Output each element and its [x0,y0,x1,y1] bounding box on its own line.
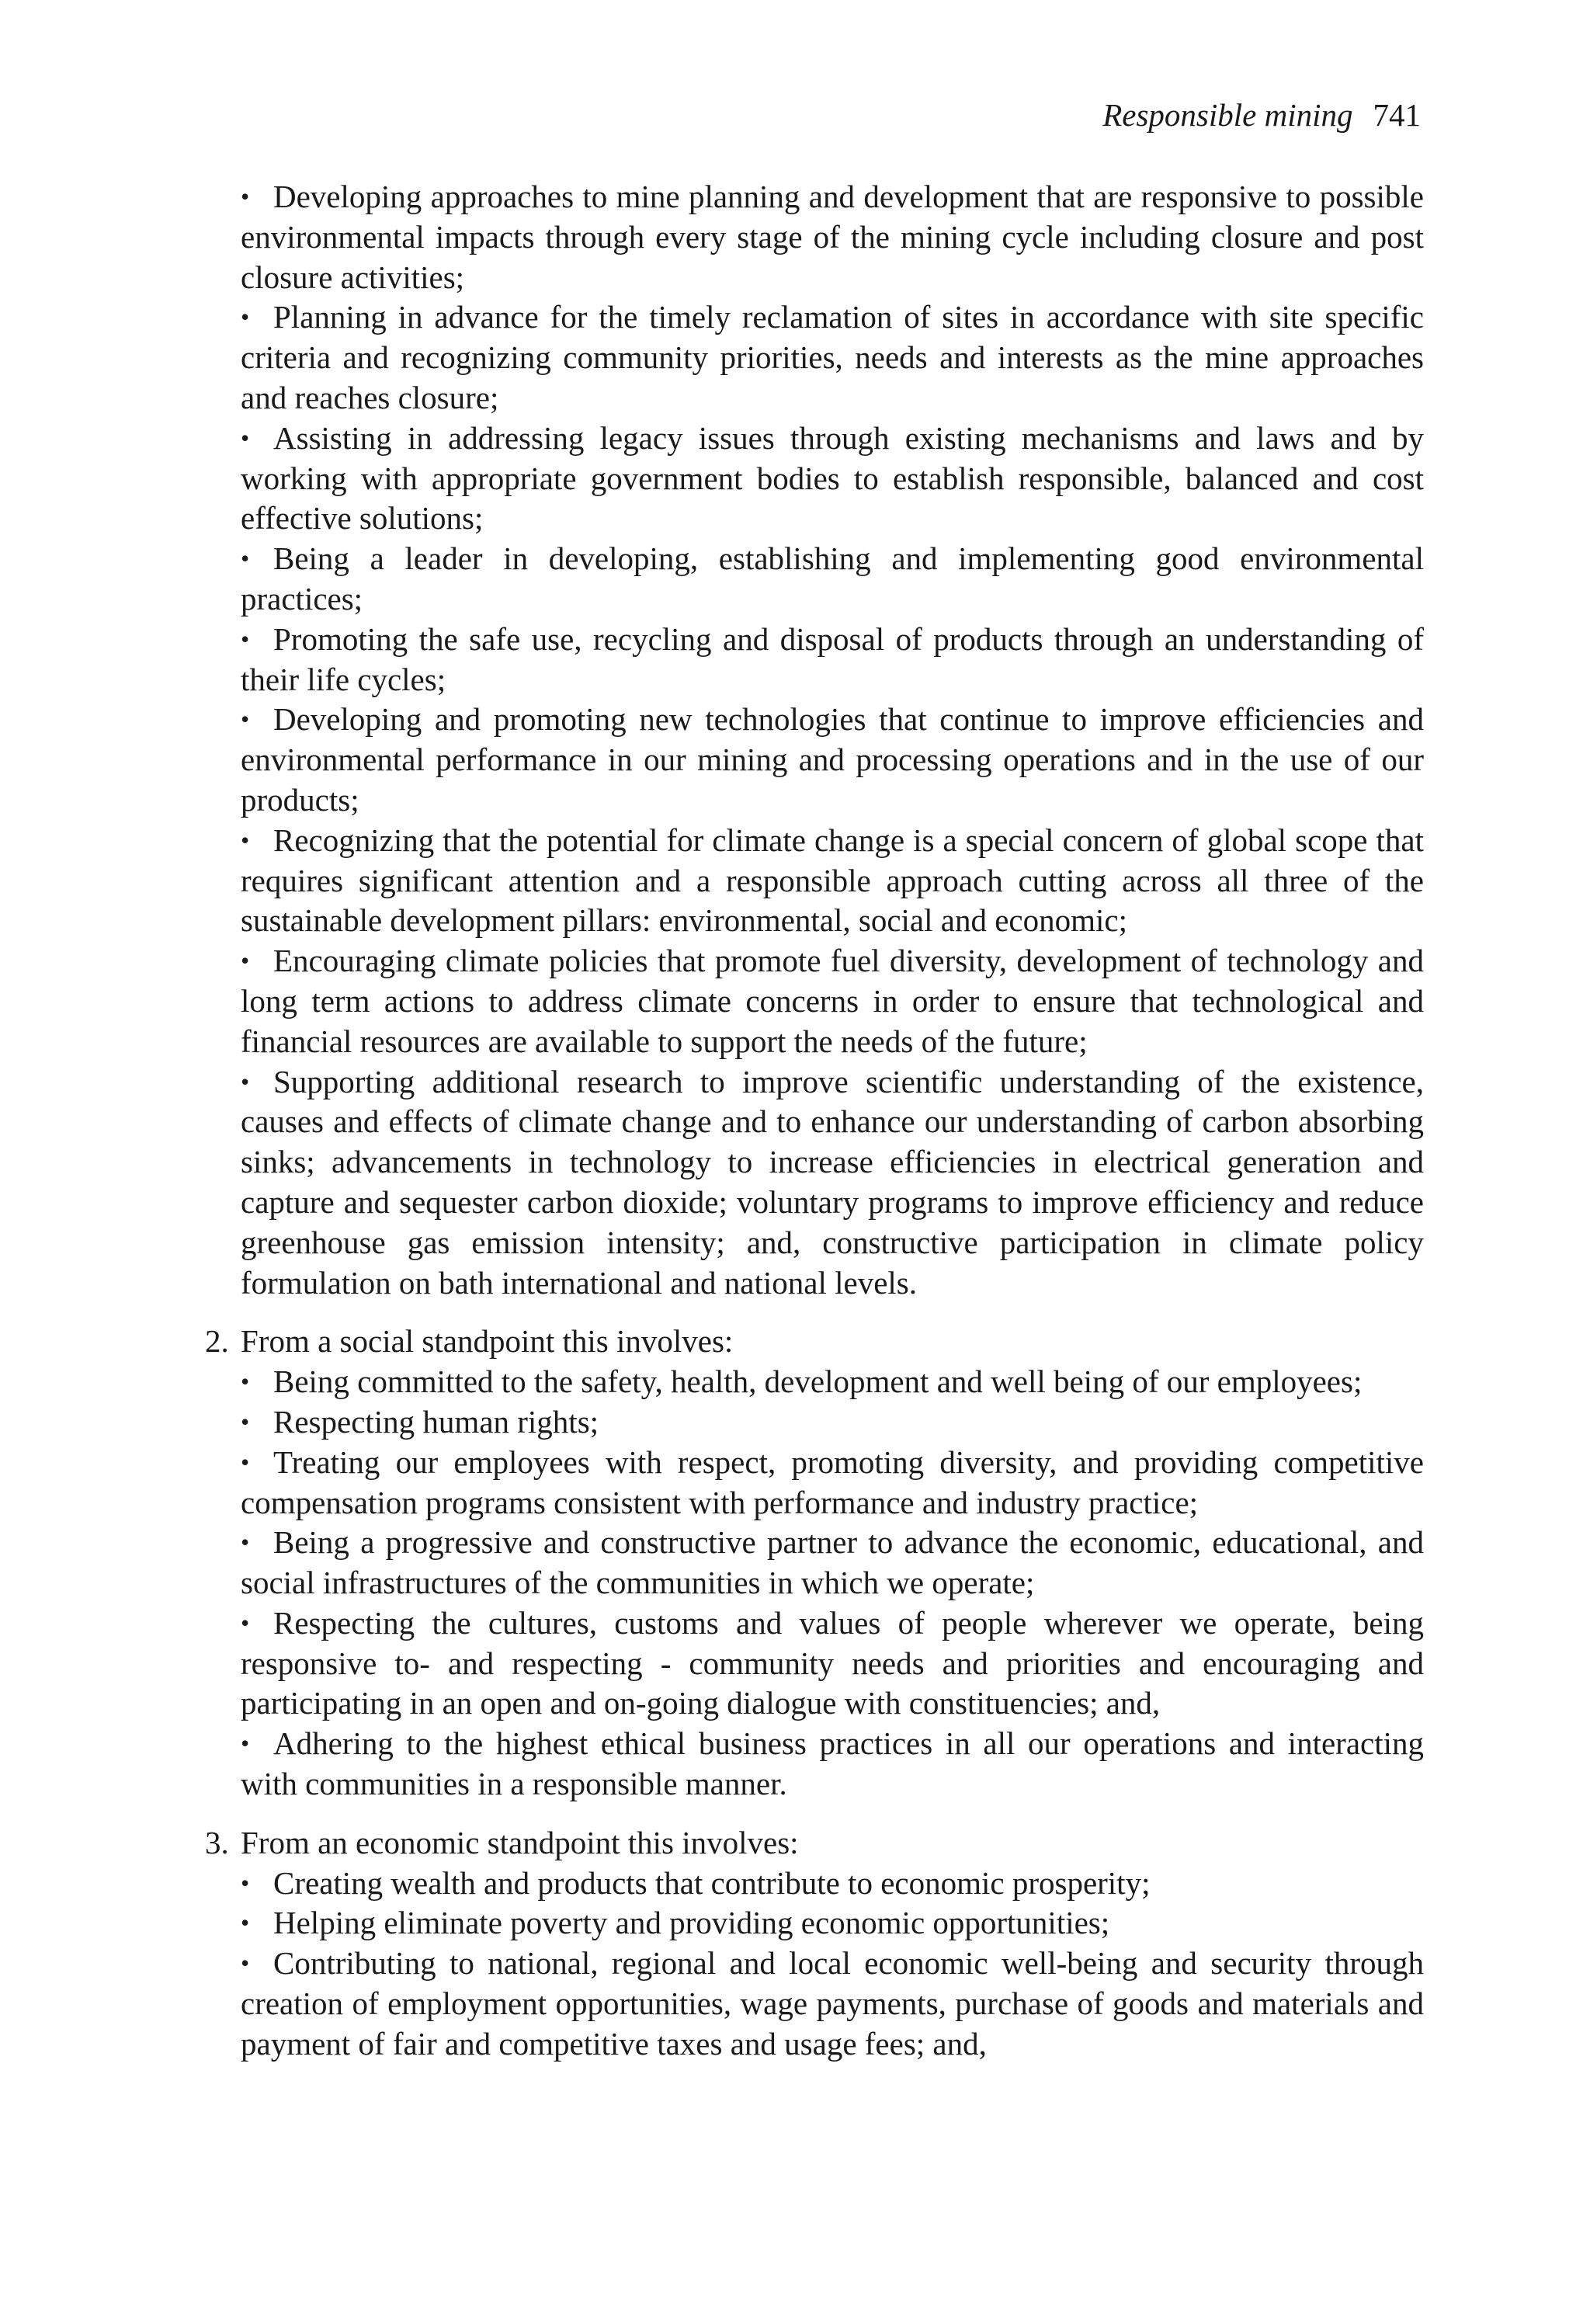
running-title: Responsible mining [1102,97,1353,133]
list-item: • Promoting the safe use, recycling and disposal of products through an understanding of their life cycles; [241,620,1424,700]
list-item: • Assisting in addressing legacy issues through existing mechanisms and laws and by working with appropriate government bodies to establish responsible, balanced and cost effective solutions; [241,419,1424,539]
list-item: • Being a leader in developing, establishing and implementing good environmental practices; [241,539,1424,620]
list-item: • Respecting the cultures, customs and values of people wherever we operate, being responsive to- and respecting - community needs and priorities and encouraging and participating in an open and on-going dialogue with constituencies; and, [241,1603,1424,1724]
list-item: • Respecting human rights; [241,1402,1424,1443]
list-item: • Planning in advance for the timely reclamation of sites in accordance with site specific criteria and recognizing community priorities, needs and interests as the mine approaches and reaches closure; [241,297,1424,418]
body-text [205,177,1424,2065]
list-item: • Developing approaches to mine planning and development that are responsive to possible environmental impacts through every stage of the mining cycle including closure and post closure activities; [241,177,1424,297]
economic-standpoint-section [205,1823,1424,2065]
environmental-bullet-list [241,177,1424,1303]
section-number: 2. [205,1323,229,1360]
list-item: • Being a progressive and constructive partner to advance the economic, educational, and social infrastructures of the communities in which we operate; [241,1523,1424,1603]
list-item: • Recognizing that the potential for climate change is a special concern of global scope that requires significant attention and a responsible approach cutting across all three of the sustainable development pillars: environmental, social and economic; [241,821,1424,941]
social-standpoint-section [205,1322,1424,1805]
list-item: • Treating our employees with respect, promoting diversity, and providing competitive compensation programs consistent with performance and industry practice; [241,1443,1424,1523]
list-item: • Helping eliminate poverty and providing economic opportunities; [241,1903,1424,1944]
section-heading-text: From a social standpoint this involves: [241,1323,734,1360]
section-heading [205,1823,1424,1864]
list-item: • Adhering to the highest ethical business practices in all our operations and interacting with communities in a responsible manner. [241,1724,1424,1805]
list-item: • Supporting additional research to improve scientific understanding of the existence, causes and effects of climate change and to enhance our understanding of carbon absorbing sinks; advancements in technology to increase efficiencies in electrical generation and capture and sequester carbon dioxide; voluntary programs to improve efficiency and reduce greenhouse gas emission intensity; and, constructive participation in climate policy formulation on bath international and national levels. [241,1062,1424,1304]
section-heading-text: From an economic standpoint this involves: [241,1824,799,1860]
list-item: • Developing and promoting new technologies that continue to improve efficiencies and environmental performance in our mining and processing operations and in the use of our products; [241,700,1424,820]
page-number: 741 [1373,97,1421,133]
list-item: • Creating wealth and products that contribute to economic prosperity; [241,1864,1424,1904]
section-number: 3. [205,1824,229,1860]
list-item: • Encouraging climate policies that promote fuel diversity, development of technology and long term actions to address climate concerns in order to ensure that technological and financial resources are available to support the needs of the future; [241,941,1424,1061]
section-heading [205,1322,1424,1362]
running-header [1102,95,1421,135]
list-item: • Contributing to national, regional and local economic well-being and security through creation of employment opportunities, wage payments, purchase of goods and materials and payment of fair and competitive taxes and usage fees; and, [241,1944,1424,2064]
list-item: • Being committed to the safety, health, development and well being of our employees; [241,1362,1424,1402]
